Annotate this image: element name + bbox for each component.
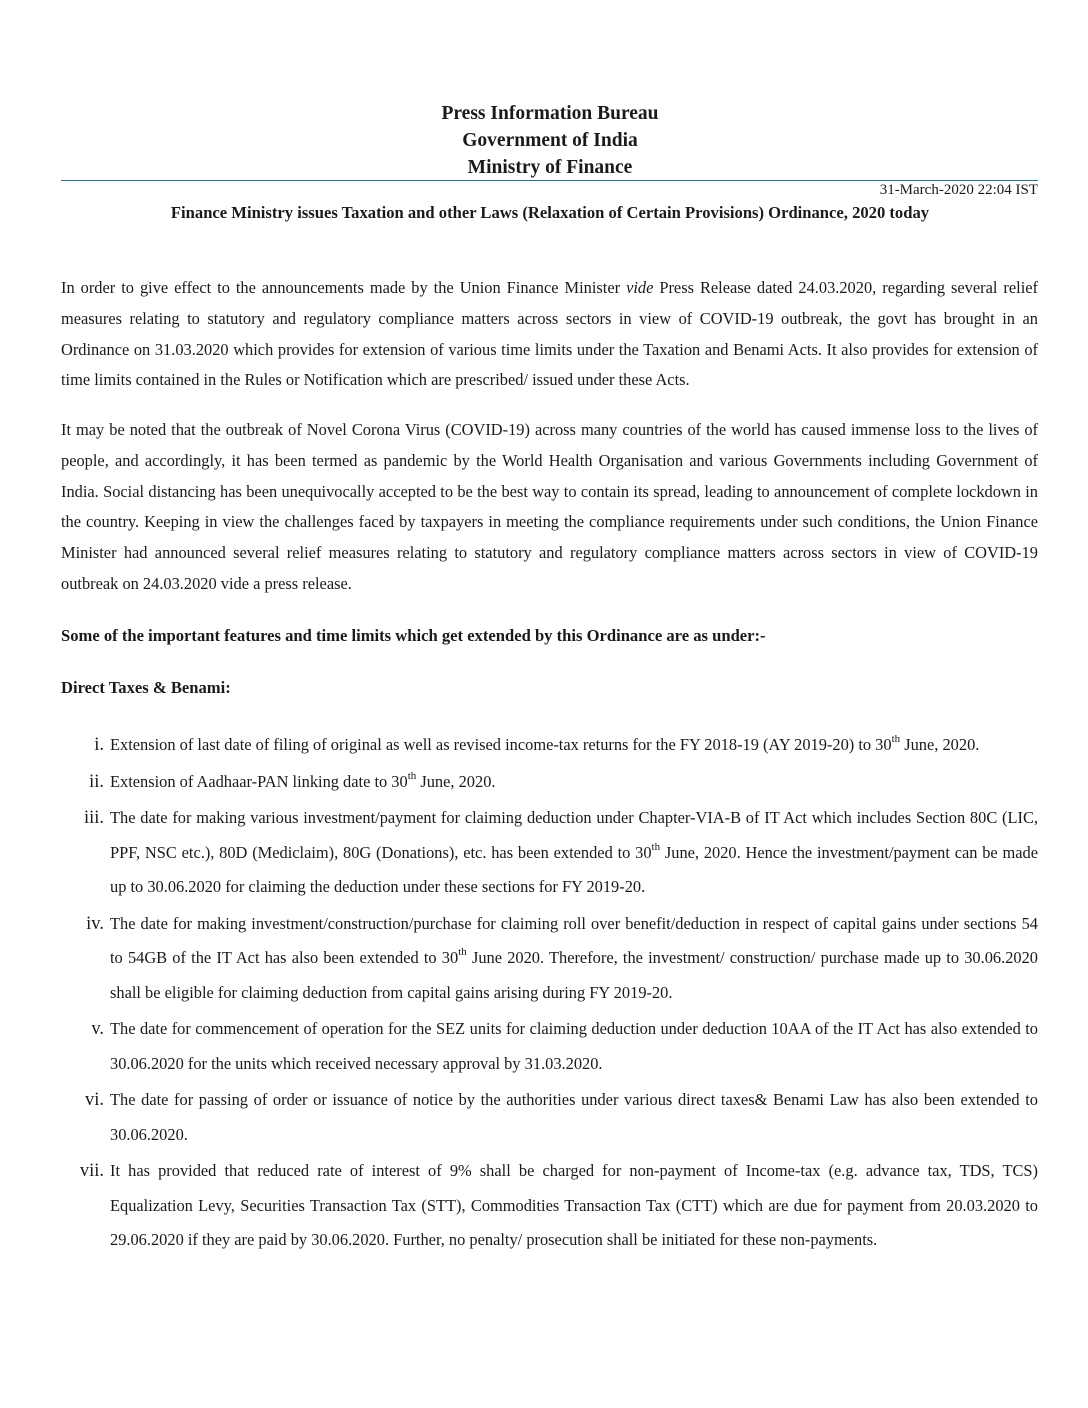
intro-text-end: Press Release dated 24.03.2020, regarding several relief measures relating to statutory and regulatory compliance matters across sectors in view of COVID-19 outbreak, the govt has brought in an Ordinance on 31.03.2020 which provides for extension of various time limits under the Taxation and Benami Acts. It also provides for extension of time limits contained in the Rules or Notification which are prescribed/ issued under these Acts. (61, 278, 1038, 390)
list-item (0, 1083, 1088, 1152)
list-item-text (110, 907, 1038, 1011)
list-item (0, 728, 1088, 763)
ordinal-suffix: th (891, 733, 901, 745)
list-item-text-part: June, 2020. (900, 735, 980, 754)
list-item (0, 765, 1088, 800)
list-item-text (110, 728, 1038, 763)
list-item-text (110, 801, 1038, 905)
government-name: Government of India (462, 130, 638, 151)
intro-paragraph (61, 273, 1038, 396)
features-heading: Some of the important features and time limits which get extended by this Ordinance are as under:- (61, 626, 766, 645)
list-item-text-part: The date for making investment/construction/purchase for claiming roll over benefit/deduction in respect of capital gains under sections 54 to 54GB of the IT Act has also been extended to 30 (110, 913, 1038, 967)
list-item-number: vi. (84, 1090, 104, 1110)
intro-vide: vide (626, 278, 654, 297)
list-item (0, 1012, 1088, 1081)
list-item-text-part: June, 2020. (416, 771, 496, 791)
list-item-text-part: The date for commencement of operation for the SEZ units for claiming deduction under deduction 10AA of the IT Act has also extended to 30.06.2020 for the units which received necessary approval by 31.03.2020. (110, 1019, 1038, 1073)
direct-taxes-list (0, 728, 1088, 1260)
list-item-number: ii. (89, 771, 104, 792)
ministry-name: Ministry of Finance (467, 157, 633, 178)
list-item-number: v. (91, 1019, 104, 1039)
context-paragraph: It may be noted that the outbreak of Novel Corona Virus (COVID-19) across many countries of the world has caused immense loss to the lives of people, and accordingly, it has been termed as pandemic by the World Health Organisation and various Governments including Government of India. Social distancing has been unequivocally accepted to be the best way to contain its spread, leading to announcement of complete lockdown in the country. Keeping in view the challenges faced by taxpayers in meeting the compliance requirements under such conditions, the Union Finance Minister had announced several relief measures relating to statutory and regulatory compliance matters across sectors in view of COVID-19 outbreak on 24.03.2020 vide a press release. (61, 420, 1038, 593)
list-item-text-part: The date for passing of order or issuance of notice by the authorities under various direct taxes& Benami Law has also been extended to 30.06.2020. (110, 1090, 1038, 1144)
list-item-number: iv. (86, 913, 104, 934)
list-item-text (110, 1012, 1038, 1081)
page-title: Finance Ministry issues Taxation and other Laws (Relaxation of Certain Provisions) Ordinance, 2020 today (170, 203, 930, 222)
list-item-text (110, 765, 1038, 800)
list-item-number: vii. (79, 1161, 104, 1181)
list-item (0, 801, 1088, 905)
bureau-name: Press Information Bureau (441, 103, 659, 124)
list-item-text-part: It has provided that reduced rate of interest of 9% shall be charged for non-payment of Income-tax (e.g. advance tax, TDS, TCS) Equalization Levy, Securities Transaction Tax (STT), Commodities Transaction Tax (CTT) which are due for payment from 20.03.2020 to 29.06.2020 if they are paid by 30.06.2020. Further, no penalty/ prosecution shall be initiated for these non-payments. (110, 1161, 1038, 1249)
list-item-text-part: June, 2020. Hence the investment/payment can be made up to 30.06.2020 for claiming the deduction under these sections for FY 2019-20. (110, 842, 1038, 896)
list-item-number: i. (94, 735, 104, 755)
ordinal-suffix: th (458, 946, 467, 958)
ordinal-suffix: th (407, 769, 417, 782)
list-item (0, 907, 1088, 1011)
header-block (0, 100, 1088, 181)
list-item-number: iii. (83, 808, 104, 828)
list-item-text-part: June 2020. Therefore, the investment/ construction/ purchase made up to 30.06.2020 shall be eligible for claiming deduction from capital gains arising during FY 2019-20. (110, 948, 1038, 1002)
ordinal-suffix: th (651, 840, 661, 853)
release-timestamp: 31-March-2020 22:04 IST (879, 182, 1038, 198)
list-item-text-part: Extension of Aadhaar-PAN linking date to 30 (110, 771, 408, 791)
list-item-text-part: Extension of last date of filing of original as well as revised income-tax returns for the FY 2018-19 (AY 2019-20) to 30 (110, 735, 892, 754)
list-item-text (110, 1083, 1038, 1152)
list-item (0, 1154, 1088, 1258)
list-item-text-part: The date for making various investment/payment for claiming deduction under Chapter-VIA-B of IT Act which includes Section 80C (LIC, PPF, NSC etc.), 80D (Mediclaim), 80G (Donations), etc. has been extended to 30 (110, 808, 1038, 862)
direct-taxes-heading: Direct Taxes & Benami: (61, 678, 231, 697)
list-item-text (110, 1154, 1038, 1258)
intro-text-start: In order to give effect to the announcements made by the Union Finance Minister (61, 278, 627, 297)
